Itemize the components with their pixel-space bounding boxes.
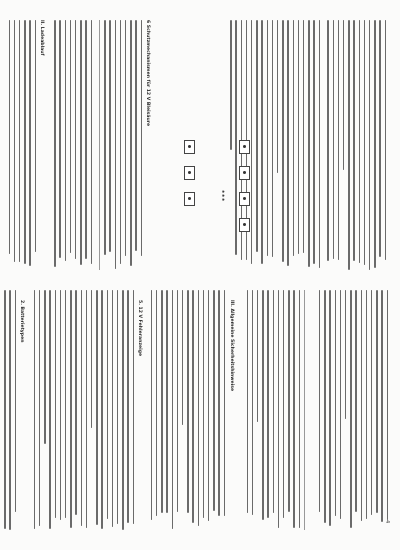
text-line	[9, 20, 10, 254]
text-line	[44, 290, 45, 444]
text-line	[348, 20, 349, 270]
led-indicator	[184, 192, 195, 206]
text-line	[127, 290, 128, 523]
heading-ladeablauf: II. Ladeablauf	[39, 20, 44, 56]
text-line	[261, 20, 262, 264]
text-line	[115, 20, 116, 269]
divider	[99, 20, 100, 270]
text-line	[133, 290, 134, 524]
text-line	[151, 290, 152, 520]
text-line	[329, 290, 330, 526]
led-dot-icon	[244, 145, 247, 148]
text-line	[338, 20, 339, 260]
text-line	[156, 290, 157, 516]
heading-batterietypen: 2. Batterietypen	[19, 300, 24, 343]
text-line	[117, 290, 118, 524]
text-line	[208, 290, 209, 521]
led-dot-icon	[189, 197, 192, 200]
text-line	[70, 20, 71, 253]
text-line	[104, 20, 105, 255]
text-line	[235, 20, 236, 255]
text-line	[364, 20, 365, 265]
text-line	[55, 290, 56, 518]
text-line	[85, 20, 86, 259]
text-line	[278, 290, 279, 528]
text-line	[49, 290, 50, 529]
text-line	[161, 290, 162, 513]
text-line	[70, 290, 71, 528]
text-line	[101, 290, 102, 529]
led-indicator	[184, 166, 195, 180]
text-line	[340, 290, 341, 519]
text-line	[369, 20, 370, 270]
text-line	[376, 290, 377, 513]
text-line	[355, 290, 356, 512]
text-line	[120, 20, 121, 264]
text-line	[267, 290, 268, 518]
led-indicator	[239, 166, 250, 180]
text-line	[333, 20, 334, 259]
led-dot-icon	[244, 197, 247, 200]
text-line	[303, 20, 304, 253]
text-line	[125, 20, 126, 256]
text-line	[60, 290, 61, 520]
text-line	[277, 20, 278, 173]
text-line	[9, 290, 10, 530]
text-line	[54, 20, 55, 267]
text-line	[353, 20, 354, 261]
text-line	[343, 20, 344, 170]
text-line	[359, 20, 360, 263]
text-line	[96, 290, 97, 525]
led-indicator	[239, 140, 250, 154]
text-line	[230, 20, 231, 150]
text-line	[172, 290, 173, 529]
text-line	[34, 290, 35, 529]
text-line	[39, 290, 40, 526]
page-number: 4	[384, 520, 390, 524]
text-line	[288, 290, 289, 512]
text-line	[122, 290, 123, 530]
text-line	[267, 20, 268, 256]
text-line	[86, 290, 87, 528]
text-line	[273, 290, 274, 513]
text-line	[141, 20, 142, 256]
text-line	[107, 290, 108, 519]
led-indicator	[184, 140, 195, 154]
text-line	[298, 20, 299, 254]
text-line	[29, 20, 30, 266]
text-line	[35, 20, 36, 252]
text-line	[327, 20, 328, 261]
text-line	[350, 290, 351, 528]
text-line	[177, 290, 178, 512]
text-line	[272, 20, 273, 257]
text-line	[262, 290, 263, 520]
text-line	[213, 290, 214, 511]
text-line	[192, 290, 193, 523]
text-line	[293, 20, 294, 256]
text-line	[313, 20, 314, 264]
text-line	[293, 290, 294, 528]
text-line	[4, 290, 5, 529]
divider	[304, 290, 305, 530]
star-marks: ✱✱✱	[221, 190, 225, 203]
text-line	[282, 20, 283, 262]
text-line	[15, 290, 16, 512]
text-line	[299, 290, 300, 528]
led-dot-icon	[189, 145, 192, 148]
text-line	[91, 20, 92, 264]
text-line	[75, 290, 76, 515]
text-line	[374, 20, 375, 268]
heading-hinweise: III. Allgemeine Sicherheitshinweise	[229, 300, 234, 392]
led-indicator	[239, 218, 250, 232]
text-line	[65, 20, 66, 261]
text-line	[182, 290, 183, 425]
text-line	[308, 20, 309, 267]
text-line	[247, 290, 248, 513]
text-line	[166, 290, 167, 513]
text-line	[379, 20, 380, 257]
text-line	[387, 290, 388, 520]
text-line	[109, 20, 110, 252]
text-line	[135, 20, 136, 251]
text-line	[24, 20, 25, 264]
text-line	[371, 290, 372, 515]
text-line	[203, 290, 204, 518]
text-line	[319, 20, 320, 268]
text-line	[112, 290, 113, 527]
text-line	[385, 20, 386, 260]
text-line	[81, 290, 82, 526]
text-line	[19, 20, 20, 262]
text-line	[198, 290, 199, 526]
text-line	[80, 20, 81, 265]
led-dot-icon	[244, 223, 247, 226]
text-line	[361, 290, 362, 521]
heading-sicherheit: 6 Schutzmechanismen für 12 V Bleisäure	[145, 20, 150, 127]
text-line	[91, 290, 92, 428]
text-line	[252, 290, 253, 515]
text-line	[224, 290, 225, 516]
text-line	[130, 20, 131, 266]
text-line	[381, 290, 382, 522]
led-dot-icon	[189, 171, 192, 174]
text-line	[14, 20, 15, 262]
text-line	[256, 20, 257, 252]
heading-fehleranzeige: 5. 12 V Fehleranzeige	[137, 300, 142, 357]
text-line	[319, 290, 320, 512]
text-line	[283, 290, 284, 518]
text-line	[345, 290, 346, 419]
text-line	[287, 20, 288, 266]
text-line	[218, 290, 219, 516]
text-line	[59, 20, 60, 258]
text-line	[257, 290, 258, 422]
led-dot-icon	[244, 171, 247, 174]
text-line	[251, 20, 252, 264]
text-line	[75, 20, 76, 259]
led-indicator	[239, 192, 250, 206]
text-line	[324, 290, 325, 523]
text-line	[335, 290, 336, 516]
text-line	[65, 290, 66, 518]
text-line	[187, 290, 188, 513]
text-line	[366, 290, 367, 519]
